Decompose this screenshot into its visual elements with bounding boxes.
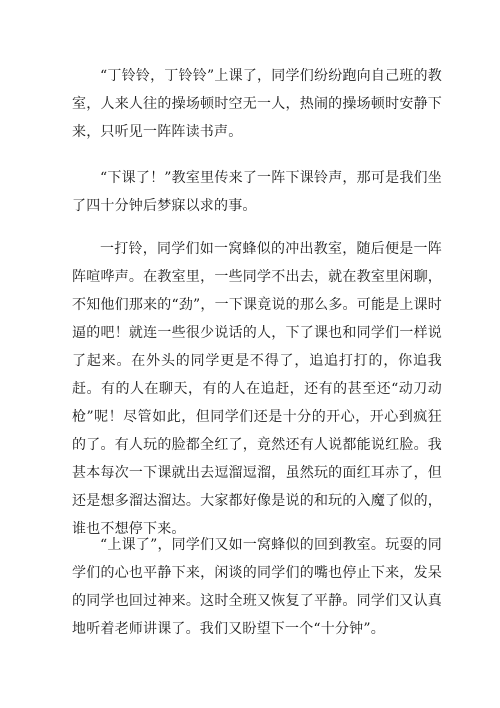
paragraph-1: “丁铃铃，丁铃铃”上课了，同学们纷纷跑向自己班的教室，人来人往的操场顿时空无一人，热闹的操场顿时安静下来，只听见一阵阵读书声。 bbox=[72, 68, 442, 140]
paragraph-2: “下课了！”教室里传来了一阵下课铃声，那可是我们坐了四十分钟后梦寐以求的事。 bbox=[72, 170, 442, 214]
paragraph-4: “上课了”，同学们又如一窝蜂似的回到教室。玩耍的同学们的心也平静下来，闲谈的同学们的嘴也停止下来，发呆的同学也回过神来。这时全班又恢复了平静。同学们又认真地听着老师讲课了。我们又盼望下一个“十分钟”。 bbox=[72, 537, 442, 637]
paragraph-3: 一打铃，同学们如一窝蜂似的冲出教室，随后便是一阵阵喧哗声。在教室里，一些同学不出去，就在教室里闲聊，不知他们那来的“劲”，一下课竟说的那么多。可能是上课时逼的吧！就连一些很少说话的人，下了课也和同学们一样说了起来。在外头的同学更是不得了，追追打打的，你追我赶。有的人在聊天，有的人在追赶，还有的甚至还“动刀动枪”呢！尽管如此，但同学们还是十分的开心，开心到疯狂的了。有人玩的脸都全红了，竟然还有人说都能说红脸。我甚本每次一下课就出去逗溜逗溜，虽然玩的面红耳赤了，但还是想多溜达溜达。大家都好像是说的和玩的入魔了似的，谁也不想停下来。 bbox=[72, 241, 442, 537]
